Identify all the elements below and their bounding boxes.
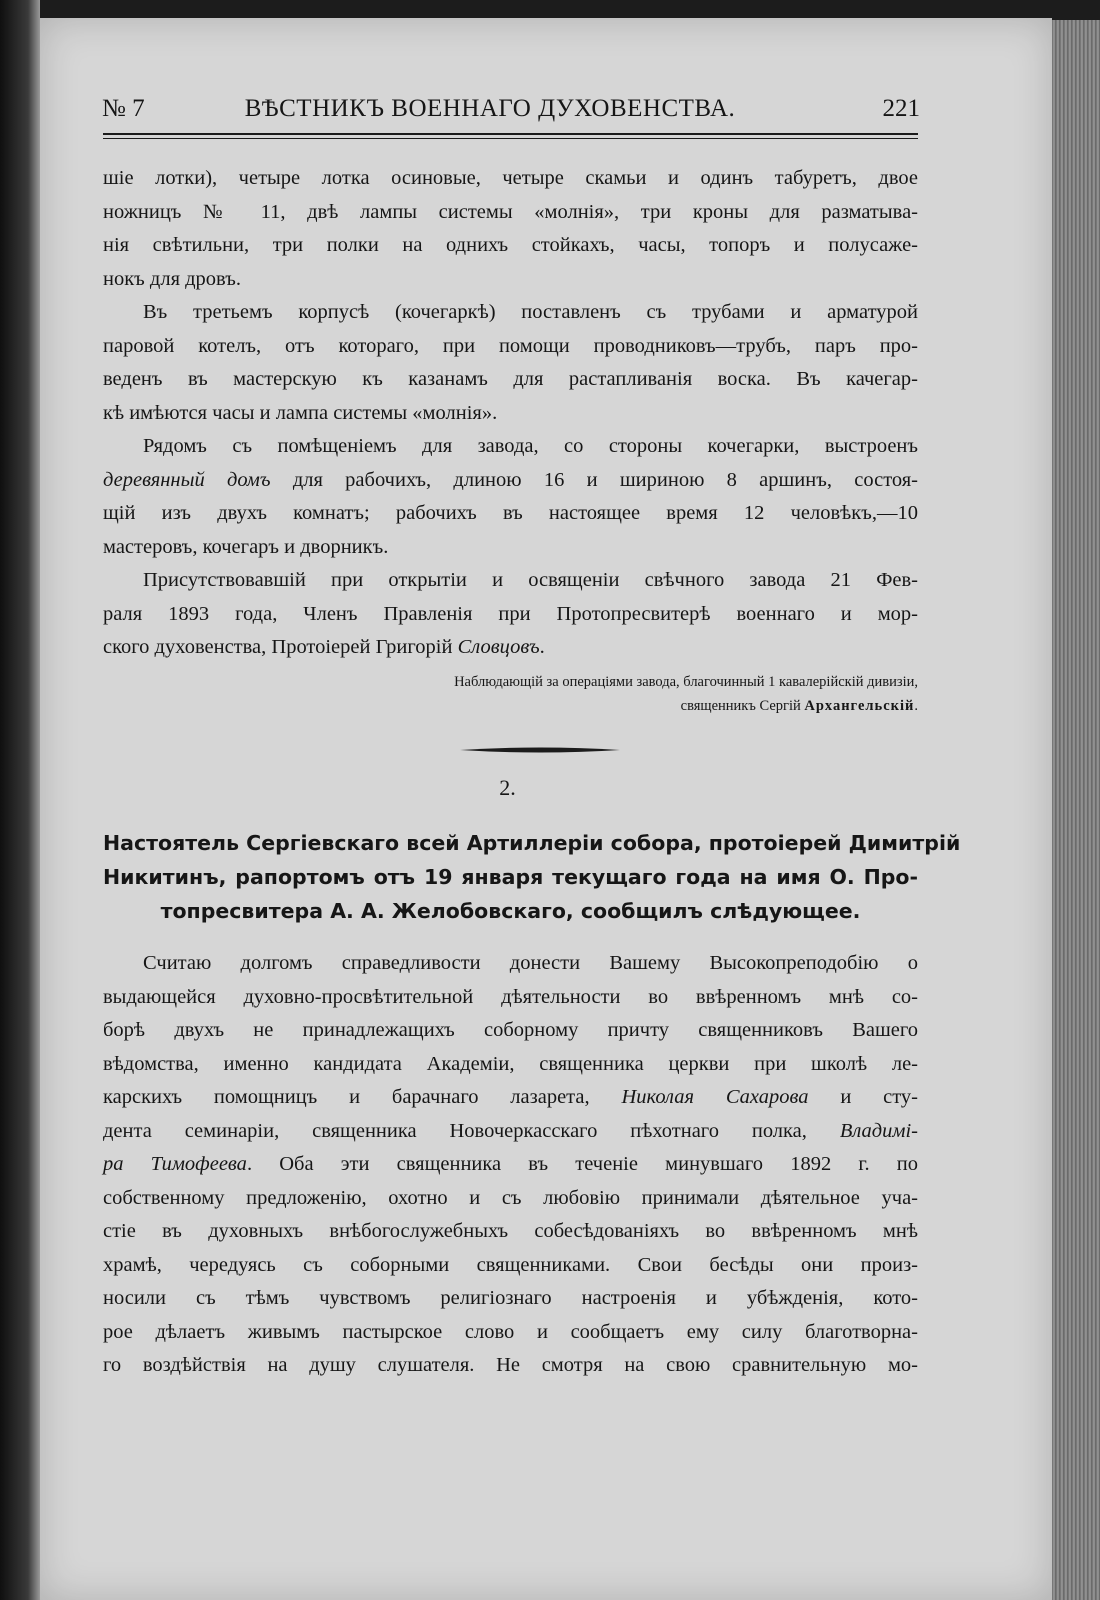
paragraph-5 bbox=[103, 947, 918, 1383]
text-segment: . bbox=[539, 636, 545, 658]
text-line: го воздѣйствія на душу слушателя. Не смотря на свою сравнительную мо- bbox=[103, 1354, 918, 1376]
author-name: Словцовъ bbox=[457, 636, 540, 658]
text-line: вѣдомства, именно кандидата Академіи, священника церкви при школѣ ле- bbox=[103, 1052, 918, 1075]
italic-text: деревянный домъ bbox=[103, 468, 271, 491]
text-line: Рядомъ съ помѣщеніемъ для завода, со стороны кочегарки, выстроенъ bbox=[143, 435, 918, 457]
text-line: паровой котелъ, отъ котораго, при помощи проводниковъ—трубъ, паръ про- bbox=[103, 334, 918, 357]
text-segment: . Оба эти священника въ теченіе минувшаго 1892 г. по bbox=[246, 1153, 918, 1175]
text-line: веденъ въ мастерскую къ казанамъ для растапливанія воска. Въ качегар- bbox=[103, 368, 918, 390]
text-line bbox=[103, 1148, 918, 1182]
text-line: шіе лотки), четыре лотка осиновые, четыре скамьи и одинъ табуретъ, двое bbox=[103, 167, 918, 189]
person-name: ра Тимофеева bbox=[103, 1153, 247, 1175]
heading-line: Настоятель Сергіевскаго всей Артиллеріи собора, протоіерей Димитрій bbox=[103, 831, 961, 855]
text-line: мастеровъ, кочегаръ и дворникъ. bbox=[103, 535, 389, 558]
book-binding bbox=[0, 0, 40, 1600]
text-line: ножницъ № 11, двѣ лампы системы «молнія», три кроны для разматыва- bbox=[103, 200, 918, 223]
text-line: выдающейся духовно-просвѣтительной дѣятельности во ввѣренномъ мнѣ со- bbox=[103, 985, 918, 1008]
section-heading bbox=[103, 826, 961, 928]
text-line: носили съ тѣмъ чувствомъ религіознаго настроенія и убѣжденія, кото- bbox=[103, 1287, 918, 1309]
section-number: 2. bbox=[499, 775, 516, 800]
heading-line: топресвитера А. А. Желобовскаго, сообщилъ слѣдующее. bbox=[160, 899, 861, 923]
signature-line: Наблюдающій за операціями завода, благочинный 1 кавалерійскій дивизіи, bbox=[454, 674, 918, 690]
text-line bbox=[103, 1081, 918, 1115]
text-segment: дента семинаріи, священника Новочеркасскаго пѣхотнаго полка, bbox=[103, 1119, 840, 1142]
text-line: рое дѣлаетъ живымъ пастырское слово и сообщаетъ ему силу благотворна- bbox=[103, 1320, 918, 1343]
text-segment: священникъ Сергій bbox=[680, 698, 805, 714]
text-line bbox=[103, 1115, 918, 1149]
person-name: Николая Сахарова bbox=[621, 1086, 809, 1108]
journal-title: ВѢСТНИКЪ ВОЕННАГО ДУХОВЕНСТВА. bbox=[244, 95, 736, 122]
paragraph-4 bbox=[103, 564, 918, 665]
person-name: Владимі- bbox=[839, 1119, 918, 1142]
header-rule bbox=[103, 133, 918, 135]
signatory-name: Архангельскій bbox=[804, 698, 915, 714]
text-line: раля 1893 года, Членъ Правленія при Протопресвитерѣ военнаго и мор- bbox=[103, 602, 918, 625]
paragraph-2 bbox=[103, 296, 918, 430]
text-line: нія свѣтильни, три полки на однихъ стойкахъ, часы, топоръ и полусаже- bbox=[103, 234, 918, 256]
heading-line: Никитинъ, рапортомъ отъ 19 января текущаго года на имя О. Про- bbox=[103, 865, 918, 889]
issue-number: № 7 bbox=[102, 95, 145, 122]
text-line: собственному предложенію, охотно и съ любовію принимали дѣятельное уча- bbox=[103, 1186, 918, 1209]
text-segment: и сту- bbox=[808, 1086, 919, 1108]
text-line: щій изъ двухъ комнатъ; рабочихъ въ настоящее время 12 человѣкъ,—10 bbox=[103, 502, 918, 524]
paragraph-3 bbox=[103, 430, 918, 564]
text-segment: для рабочихъ, длиною 16 и шириною 8 аршинъ, состоя- bbox=[270, 468, 919, 491]
page-number: 221 bbox=[882, 95, 920, 122]
paragraph-1 bbox=[103, 162, 918, 296]
running-header bbox=[60, 75, 920, 135]
text-line: Въ третьемъ корпусѣ (кочегаркѣ) поставленъ съ трубами и арматурой bbox=[143, 301, 918, 323]
text-segment: . bbox=[914, 698, 918, 714]
text-line: борѣ двухъ не принадлежащихъ соборному причту священниковъ Вашего bbox=[103, 1019, 918, 1041]
text-line bbox=[103, 631, 918, 665]
text-line: Считаю долгомъ справедливости донести Вашему Высокопреподобію о bbox=[143, 952, 918, 974]
divider-ornament bbox=[460, 746, 620, 754]
text-segment: карскихъ помощницъ и барачнаго лазарета, bbox=[103, 1086, 622, 1108]
signature-line bbox=[103, 694, 918, 718]
signature-block bbox=[103, 670, 918, 718]
text-line bbox=[103, 464, 918, 498]
page-edges bbox=[1052, 20, 1100, 1600]
text-segment: ского духовенства, Протоіерей Григорій bbox=[103, 636, 458, 658]
text-line: храмѣ, чередуясь съ соборными священниками. Свои бесѣды они произ- bbox=[103, 1253, 918, 1276]
text-line: кѣ имѣются часы и лампа системы «молнія». bbox=[103, 401, 498, 424]
text-line: нокъ для дровъ. bbox=[103, 267, 241, 290]
text-line: стіе въ духовныхъ внѣбогослужебныхъ собесѣдованіяхъ во ввѣренномъ мнѣ bbox=[103, 1220, 918, 1242]
header-rule-thin bbox=[103, 138, 918, 139]
text-line: Присутствовавшій при открытіи и освященіи свѣчного завода 21 Фев- bbox=[143, 569, 918, 591]
